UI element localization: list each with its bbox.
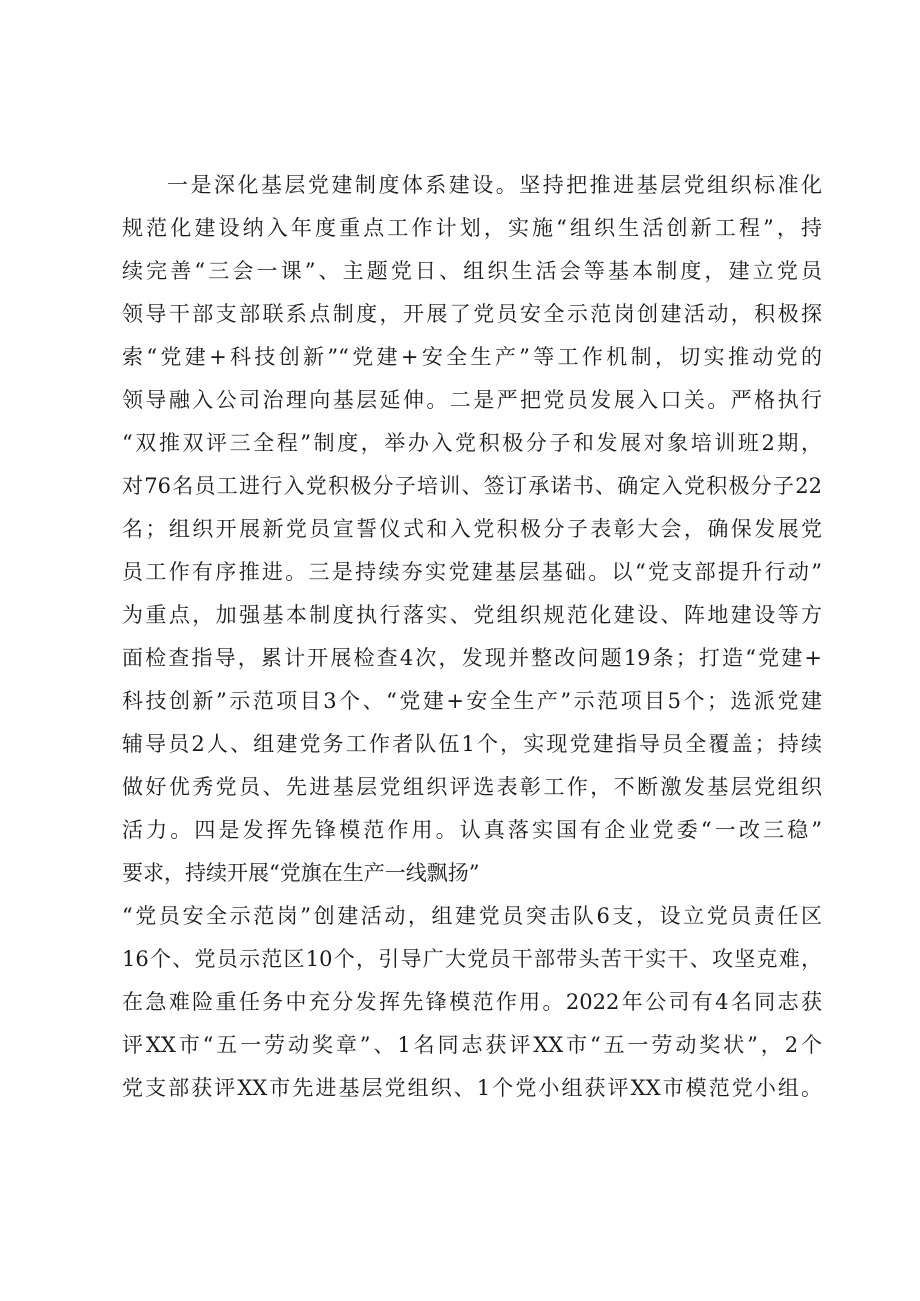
paragraph-line: “双推双评三全程”制度，举办入党积极分子和发展对象培训班2期， bbox=[122, 431, 822, 455]
paragraph-line: 索“党建+科技创新”“党建+安全生产”等工作机制，切实推动党的 bbox=[122, 345, 822, 369]
paragraph-line: 辅导员2人、组建党务工作者队伍1个，实现党建指导员全覆盖；持续 bbox=[122, 732, 822, 756]
paragraph-line: 党支部获评XX市先进基层党组织、1个党小组获评XX市模范党小组。 bbox=[122, 1076, 822, 1100]
paragraph-line: 科技创新”示范项目3个、“党建+安全生产”示范项目5个；选派党建 bbox=[122, 689, 822, 713]
paragraph-line: 面检查指导，累计开展检查4次，发现并整改问题19条；打造“党建+ bbox=[122, 646, 822, 670]
paragraph-line: 一是深化基层党建制度体系建设。坚持把推进基层党组织标准化 bbox=[167, 173, 822, 197]
paragraph-line: 为重点，加强基本制度执行落实、党组织规范化建设、阵地建设等方 bbox=[122, 603, 822, 627]
paragraph-line: 要求，持续开展“党旗在生产一线飘扬” bbox=[122, 861, 480, 885]
paragraph-line: 在急难险重任务中充分发挥先锋模范作用。2022年公司有4名同志获 bbox=[122, 990, 822, 1014]
paragraph-line: 评XX市“五一劳动奖章”、1名同志获评XX市“五一劳动奖状”，2个 bbox=[122, 1033, 822, 1057]
paragraph-line: 16个、党员示范区10个，引导广大党员干部带头苦干实干、攻坚克难， bbox=[122, 947, 822, 971]
paragraph-line: “党员安全示范岗”创建活动，组建党员突击队6支，设立党员责任区 bbox=[122, 904, 822, 928]
paragraph-line: 规范化建设纳入年度重点工作计划，实施“组织生活创新工程”，持 bbox=[122, 216, 822, 240]
paragraph-line: 续完善“三会一课”、主题党日、组织生活会等基本制度，建立党员 bbox=[122, 259, 822, 283]
paragraph-line: 领导干部支部联系点制度，开展了党员安全示范岗创建活动，积极探 bbox=[122, 302, 822, 326]
paragraph-line: 领导融入公司治理向基层延伸。二是严把党员发展入口关。严格执行 bbox=[122, 388, 822, 412]
paragraph-line: 做好优秀党员、先进基层党组织评选表彰工作，不断激发基层党组织 bbox=[122, 775, 822, 799]
paragraph-line: 员工作有序推进。三是持续夯实党建基层基础。以“党支部提升行动” bbox=[122, 560, 822, 584]
paragraph-line: 对76名员工进行入党积极分子培训、签订承诺书、确定入党积极分子22 bbox=[122, 474, 822, 498]
paragraph-line: 活力。四是发挥先锋模范作用。认真落实国有企业党委“一改三稳” bbox=[122, 818, 822, 842]
paragraph-line: 名；组织开展新党员宣誓仪式和入党积极分子表彰大会，确保发展党 bbox=[122, 517, 822, 541]
